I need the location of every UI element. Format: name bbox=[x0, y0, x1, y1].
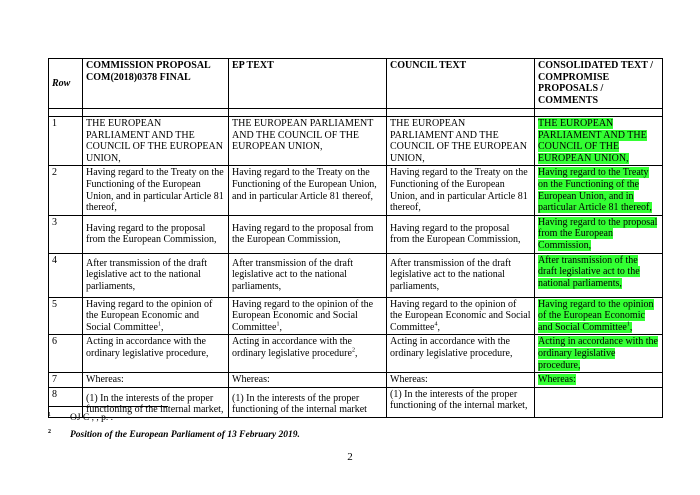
commission-cell: THE EUROPEAN PARLIAMENT AND THE COUNCIL OF THE EUROPEAN UNION, bbox=[83, 117, 229, 166]
row-number: 4 bbox=[49, 253, 83, 297]
council-cell: Whereas: bbox=[387, 373, 535, 388]
council-cell: Having regard to the opinion of the European Economic and Social Committee$^4$, bbox=[387, 297, 535, 335]
header-council: COUNCIL TEXT bbox=[387, 59, 535, 109]
table-row bbox=[49, 335, 663, 373]
consolidated-cell bbox=[535, 373, 663, 388]
council-cell: After transmission of the draft legislative act to the national parliaments, bbox=[387, 253, 535, 297]
ep-cell: Having regard to the Treaty on the Functioning of the European Union, and in particular Article 81 thereof, bbox=[229, 166, 387, 215]
row-number: 6 bbox=[49, 335, 83, 373]
row-number: 7 bbox=[49, 373, 83, 388]
row-number: 3 bbox=[49, 215, 83, 253]
ep-cell: Acting in accordance with the ordinary legislative procedure$^2$, bbox=[229, 335, 387, 373]
consolidated-cell bbox=[535, 387, 663, 417]
ep-cell: THE EUROPEAN PARLIAMENT AND THE COUNCIL OF THE EUROPEAN UNION, bbox=[229, 117, 387, 166]
ep-cell: Whereas: bbox=[229, 373, 387, 388]
spacer-cell bbox=[229, 109, 387, 117]
table-row bbox=[49, 166, 663, 215]
footnote-1: 1 OJ C , , p. . bbox=[48, 412, 114, 424]
commission-cell: Having regard to the proposal from the European Commission, bbox=[83, 215, 229, 253]
row-number: 1 bbox=[49, 117, 83, 166]
row-number: 2 bbox=[49, 166, 83, 215]
spacer-cell bbox=[49, 109, 83, 117]
council-cell: Having regard to the proposal from the European Commission, bbox=[387, 215, 535, 253]
table-row bbox=[49, 373, 663, 388]
table-row bbox=[49, 117, 663, 166]
commission-cell: Having regard to the opinion of the European Economic and Social Committee$^1$, bbox=[83, 297, 229, 335]
consolidated-cell bbox=[535, 253, 663, 297]
council-cell: (1) In the interests of the proper functioning of the internal market, bbox=[387, 387, 535, 417]
table-header-row bbox=[49, 59, 663, 109]
ep-cell: After transmission of the draft legislative act to the national parliaments, bbox=[229, 253, 387, 297]
council-cell: Having regard to the Treaty on the Functioning of the European Union, and in particular Article 81 thereof, bbox=[387, 166, 535, 215]
header-row: Row bbox=[49, 59, 83, 109]
header-consolidated: CONSOLIDATED TEXT / COMPROMISE PROPOSALS / COMMENTS bbox=[535, 59, 663, 109]
page-number: 2 bbox=[347, 451, 353, 463]
footnote-separator bbox=[48, 406, 168, 407]
highlighted-text: Acting in accordance with the ordinary legislative procedure, bbox=[538, 336, 658, 371]
table-row bbox=[49, 387, 663, 417]
consolidated-cell bbox=[535, 297, 663, 335]
row-number: 5 bbox=[49, 297, 83, 335]
commission-cell: Whereas: bbox=[83, 373, 229, 388]
consolidated-cell bbox=[535, 335, 663, 373]
spacer-cell bbox=[387, 109, 535, 117]
highlighted-text: After transmission of the draft legislative act to the national parliaments, bbox=[538, 254, 640, 289]
ep-cell: (1) In the interests of the proper functioning of the internal market bbox=[229, 387, 387, 417]
ep-cell: Having regard to the opinion of the European Economic and Social Committee$^1$, bbox=[229, 297, 387, 335]
commission-cell: (1) In the interests of the proper functioning of the internal market, bbox=[83, 387, 229, 417]
row-number: 8 bbox=[49, 387, 83, 417]
highlighted-text: Whereas: bbox=[538, 374, 576, 386]
spacer-cell bbox=[535, 109, 663, 117]
table-row bbox=[49, 215, 663, 253]
commission-cell: Having regard to the Treaty on the Functioning of the European Union, and in particular Article 81 thereof, bbox=[83, 166, 229, 215]
highlighted-text: Having regard to the opinion of the European Economic and Social Committee$^1$, bbox=[538, 298, 654, 333]
commission-cell: Acting in accordance with the ordinary legislative procedure, bbox=[83, 335, 229, 373]
ep-cell: Having regard to the proposal from the European Commission, bbox=[229, 215, 387, 253]
footnote-2: 2 Position of the European Parliament of 13 February 2019. bbox=[48, 429, 300, 441]
table-row bbox=[49, 253, 663, 297]
consolidated-cell bbox=[535, 215, 663, 253]
comparison-table bbox=[48, 58, 663, 418]
table-row bbox=[49, 297, 663, 335]
consolidated-cell bbox=[535, 117, 663, 166]
commission-cell: After transmission of the draft legislative act to the national parliaments, bbox=[83, 253, 229, 297]
header-commission: COMMISSION PROPOSAL COM(2018)0378 FINAL bbox=[83, 59, 229, 109]
consolidated-cell bbox=[535, 166, 663, 215]
highlighted-text: Having regard to the proposal from the European Commission, bbox=[538, 216, 658, 251]
highlighted-text: Having regard to the Treaty on the Functioning of the European Union, and in particular Article 81 thereof, bbox=[538, 167, 652, 214]
header-ep: EP TEXT bbox=[229, 59, 387, 109]
highlighted-text: THE EUROPEAN PARLIAMENT AND THE COUNCIL OF THE EUROPEAN UNION, bbox=[538, 118, 647, 164]
spacer-cell bbox=[83, 109, 229, 117]
table-spacer-row bbox=[49, 109, 663, 117]
council-cell: Acting in accordance with the ordinary legislative procedure, bbox=[387, 335, 535, 373]
council-cell: THE EUROPEAN PARLIAMENT AND THE COUNCIL OF THE EUROPEAN UNION, bbox=[387, 117, 535, 166]
